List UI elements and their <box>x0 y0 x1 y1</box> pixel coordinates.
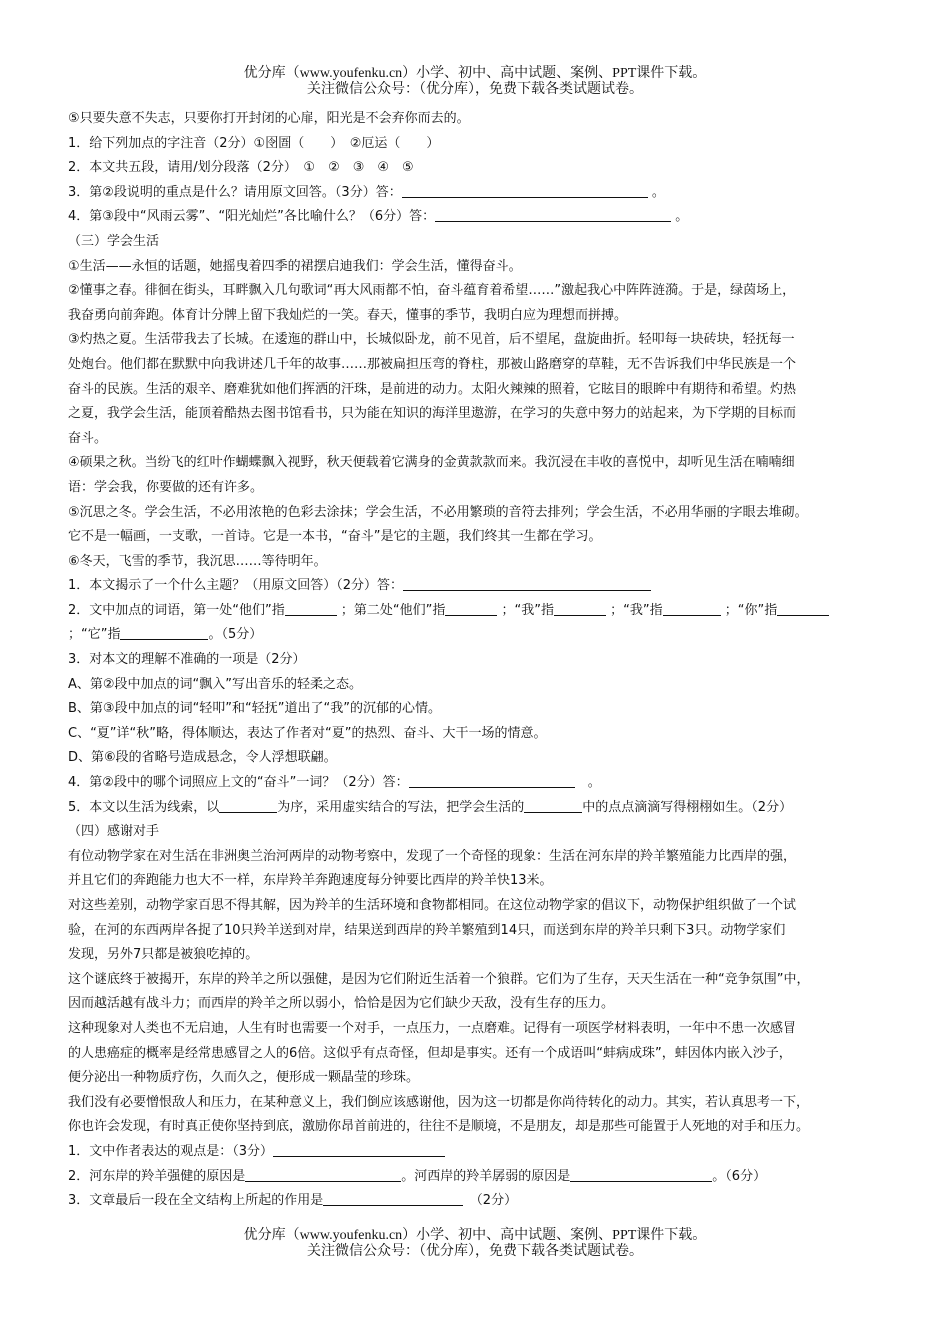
s3-question-2-part-2: ；第二处“他们”指 <box>340 602 446 618</box>
s3-paragraph-2-line-2: 我奋勇向前奔跑。体育计分牌上留下我灿烂的一笑。春天，懂事的季节，我明白应为理想而拼搏。 <box>68 307 628 323</box>
s3-question-5-part-2: 为序，采用虚实结合的写法，把学会生活的 <box>277 799 525 815</box>
s4-question-3-text: 3．文章最后一段在全文结构上所起的作用是 <box>68 1193 324 1209</box>
s4-question-1 <box>68 1140 896 1165</box>
answer-blank[interactable] <box>777 601 829 616</box>
answer-blank[interactable] <box>403 576 651 591</box>
answer-blank[interactable] <box>445 601 497 616</box>
s3-paragraph-4-line-1: ④硕果之秋。当纷飞的红叶作蝴蝶飘入视野，秋天便载着它满身的金黄款款而来。我沉浸在丰收的喜悦中，却听见生活在喃喃细 <box>68 455 795 471</box>
page-footer <box>0 1228 950 1260</box>
document-body <box>68 107 896 1214</box>
s3-question-2-part-4: ；“我”指 <box>610 602 663 618</box>
s2-question-2: 2．本文共五段，请用/划分段落（2分） ① ② ③ ④ ⑤ <box>68 160 414 176</box>
s2-question-4 <box>68 205 896 230</box>
s3-paragraph-6: ⑥冬天，飞雪的季节，我沉思……等待明年。 <box>68 553 327 569</box>
s3-paragraph-3-line-1: ③灼热之夏。生活带我去了长城。在逶迤的群山中，长城似卧龙，前不见首，后不望尾，盘旋曲折。轻叩每一块砖块，轻抚每一 <box>68 332 795 348</box>
s3-question-5-part-1: 5．本文以生活为线索，以 <box>68 799 220 815</box>
s3-paragraph-3-line-5: 奋斗。 <box>68 430 108 446</box>
s4-paragraph-4-line-3: 便分泌出一种物质疗伤，久而久之，便形成一颗晶莹的珍珠。 <box>68 1070 420 1086</box>
s3-paragraph-3-line-2: 处炮台。他们都在默默中向我讲述几千年的故事……那被扁担压弯的脊柱，那被山路磨穿的草鞋，无不告诉我们中华民族是一个 <box>68 356 797 372</box>
footer-line-1: 优分库（www.youfenku.cn）小学、初中、高中试题、案例、PPT课件下载。 <box>243 1228 707 1243</box>
s2-question-3-end: 。 <box>651 184 665 200</box>
s3-paragraph-3-line-4: 之夏，我学会生活，能顶着酷热去图书馆看书，只为能在知识的海洋里遨游，在学习的失意中努力的站起来，为下学期的目标而 <box>68 406 797 422</box>
s2-question-3 <box>68 181 896 206</box>
answer-blank[interactable] <box>245 1167 401 1182</box>
s4-paragraph-5-line-2: 你也许会发现，有时真正使你坚持到底，激励你昂首前进的，往往不是顺境，不是朋友，却是那些可能置于人死地的对手和压力。 <box>68 1119 810 1135</box>
s3-question-4 <box>68 771 896 796</box>
s3-question-2-line-1 <box>68 599 896 624</box>
s3-question-2-part-7: 。（5分） <box>208 627 263 643</box>
page-header <box>0 66 950 98</box>
header-line-2: 关注微信公众号：（优分库），免费下载各类试题试卷。 <box>307 82 643 97</box>
s2-question-4-end: 。 <box>675 209 689 225</box>
option-b: B、第③段中加点的词“轻叩”和“轻抚”道出了“我”的沉郁的心情。 <box>68 701 441 717</box>
s3-question-2-part-6: ；“它”指 <box>68 627 121 643</box>
answer-blank[interactable] <box>570 1167 712 1182</box>
s4-question-3 <box>68 1189 896 1214</box>
answer-blank[interactable] <box>120 625 208 640</box>
s3-paragraph-5-line-1: ⑤沉思之冬。学会生活，不必用浓艳的色彩去涂抹；学会生活，不必用繁琐的音符去排列；学会生活，不必用华丽的字眼去堆砌。 <box>68 504 808 520</box>
s2-paragraph-5: ⑤只要失意不失志，只要你打开封闭的心扉，阳光是不会弃你而去的。 <box>68 111 470 126</box>
s4-question-2-part-1: 2．河东岸的羚羊强健的原因是 <box>68 1168 246 1184</box>
s4-paragraph-3-line-2: 因而越活越有战斗力；而西岸的羚羊之所以弱小，恰恰是因为它们缺少天敌，没有生存的压力。 <box>68 996 615 1012</box>
s4-paragraph-3-line-1: 这个谜底终于被揭开，东岸的羚羊之所以强健，是因为它们附近生活着一个狼群。它们为了生存，天天生活在一种“竞争氛围”中， <box>68 971 810 987</box>
s3-paragraph-5-line-2: 它不是一幅画，一支歌，一首诗。它是一本书，“奋斗”是它的主题，我们终其一生都在学习。 <box>68 529 602 545</box>
option-d: D、第⑥段的省略号造成悬念，令人浮想联翩。 <box>68 750 337 766</box>
s3-paragraph-1: ①生活——永恒的话题，她摇曳着四季的裙摆启迪我们：学会生活，懂得奋斗。 <box>68 258 522 274</box>
s3-question-2-part-1: 2．文中加点的词语，第一处“他们”指 <box>68 602 285 618</box>
answer-blank[interactable] <box>273 1142 445 1157</box>
answer-blank[interactable] <box>435 207 671 222</box>
s4-paragraph-2-line-2: 验，在河的东西两岸各捉了10只羚羊送到对岸，结果送到西岸的羚羊繁殖到14只，而送到东岸的羚羊只剩下3只。动物学家们 <box>68 922 786 938</box>
s4-title: （四）感谢对手 <box>68 824 160 840</box>
answer-blank[interactable] <box>402 183 648 198</box>
s3-question-5 <box>68 796 896 821</box>
header-line-1: 优分库（www.youfenku.cn）小学、初中、高中试题、案例、PPT课件下载。 <box>243 66 707 81</box>
s3-title: （三）学会生活 <box>68 233 160 249</box>
s3-question-4-text: 4．第②段中的哪个词照应上文的“奋斗”一词？（2分）答： <box>68 775 409 791</box>
answer-blank[interactable] <box>409 773 575 788</box>
option-c: C、“夏”详“秋”略，得体顺达，表达了作者对“夏”的热烈、奋斗、大干一场的情意。 <box>68 725 547 741</box>
s3-paragraph-3-line-3: 奋斗的民族。生活的艰辛、磨难犹如他们挥洒的汗珠，是前进的动力。太阳火辣辣的照着，它眩目的眼眸中有期待和希望。灼热 <box>68 381 797 397</box>
answer-blank[interactable] <box>554 601 606 616</box>
s4-paragraph-5-line-1: 我们没有必要憎恨敌人和压力，在某种意义上，我们倒应该感谢他，因为这一切都是你尚待转化的动力。其实，若认真思考一下， <box>68 1094 810 1110</box>
option-a: A、第②段中加点的词“飘入”写出音乐的轻柔之态。 <box>68 676 363 692</box>
s3-question-5-part-3: 中的点点滴滴写得栩栩如生。（2分） <box>582 799 793 815</box>
answer-blank[interactable] <box>285 601 337 616</box>
s3-question-2-line-2 <box>68 623 896 648</box>
s2-question-4-text: 4．第③段中“风雨云雾”、“阳光灿烂”各比喻什么？（6分）答： <box>68 209 436 225</box>
s3-question-2-part-3: ；“我”指 <box>501 602 554 618</box>
answer-blank[interactable] <box>219 798 277 813</box>
s3-question-3: 3．对本文的理解不准确的一项是（2分） <box>68 652 306 668</box>
s4-paragraph-4-line-2: 的人患癌症的概率是经常患感冒之人的6倍。这似乎有点奇怪，但却是事实。还有一个成语叫“蚌病成珠”，蚌因体内嵌入沙子， <box>68 1045 792 1061</box>
answer-blank[interactable] <box>524 798 582 813</box>
s3-question-4-end: 。 <box>587 775 601 791</box>
s4-question-2 <box>68 1165 896 1190</box>
s4-paragraph-2-line-3: 发现，另外7只都是被狼吃掉的。 <box>68 947 259 963</box>
s3-question-1-text: 1．本文揭示了一个什么主题？（用原文回答）（2分）答： <box>68 578 404 594</box>
s3-question-2-part-5: ；“你”指 <box>724 602 778 618</box>
s2-question-3-text: 3．第②段说明的重点是什么？请用原文回答。（3分）答： <box>68 184 402 200</box>
s4-question-1-text: 1．文中作者表达的观点是：（3分） <box>68 1143 274 1159</box>
s4-question-2-part-2: 。河西岸的羚羊孱弱的原因是 <box>401 1168 571 1184</box>
answer-blank[interactable] <box>323 1191 463 1206</box>
answer-blank[interactable] <box>663 601 721 616</box>
s4-question-3-points: （2分） <box>476 1193 518 1209</box>
s3-question-1 <box>68 574 896 599</box>
s3-paragraph-4-line-2: 语：学会我，你要做的还有许多。 <box>68 479 264 495</box>
footer-line-2: 关注微信公众号：（优分库），免费下载各类试题试卷。 <box>307 1244 643 1259</box>
s4-question-2-part-3: 。（6分） <box>712 1168 767 1184</box>
s3-paragraph-2-line-1: ②懂事之春。徘徊在街头，耳畔飘入几句歌词“再大风雨都不怕，奋斗蕴育着希望……”激起我心中阵阵涟漪。于是，绿茵场上， <box>68 283 796 299</box>
s4-paragraph-4-line-1: 这种现象对人类也不无启迪，人生有时也需要一个对手，一点压力，一点磨难。记得有一项医学材料表明，一年中不患一次感冒 <box>68 1020 797 1036</box>
s4-paragraph-1-line-2: 并且它们的奔跑能力也大不一样，东岸羚羊奔跑速度每分钟要比西岸的羚羊快13米。 <box>68 873 553 889</box>
s4-paragraph-2-line-1: 对这些差别，动物学家百思不得其解，因为羚羊的生活环境和食物都相同。在这位动物学家的倡议下，动物保护组织做了一个试 <box>68 898 797 913</box>
s2-question-1: 1．给下列加点的字注音（2分）①囹圄（ ） ②厄运（ ） <box>68 135 440 151</box>
s4-paragraph-1-line-1: 有位动物学家在对生活在非洲奥兰治河两岸的动物考察中，发现了一个奇怪的现象：生活在河东岸的羚羊繁殖能力比西岸的强， <box>68 848 797 864</box>
